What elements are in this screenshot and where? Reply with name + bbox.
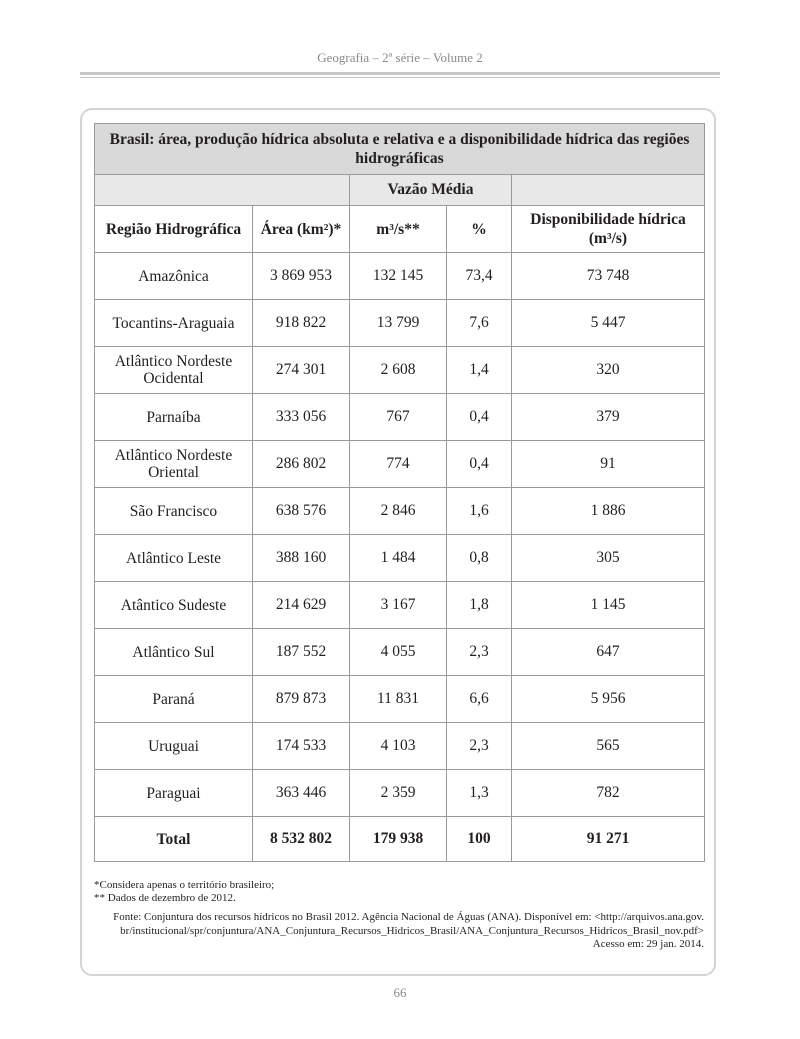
cell-percent: 7,6 [447,300,512,347]
footnote-area: *Considera apenas o território brasileiro; [94,879,275,891]
source-citation [94,911,704,952]
table-row [95,676,705,723]
cell-availability: 320 [512,347,705,394]
table-row [95,488,705,535]
cell-flow: 2 608 [350,347,447,394]
cell-percent: 1,6 [447,488,512,535]
cell-flow: 2 359 [350,770,447,817]
cell-percent: 6,6 [447,676,512,723]
table-row [95,441,705,488]
cell-flow: 11 831 [350,676,447,723]
table-row [95,253,705,300]
table-row [95,582,705,629]
cell-percent: 0,4 [447,441,512,488]
cell-percent: 73,4 [447,253,512,300]
cell-availability: 565 [512,723,705,770]
cell-percent: 0,8 [447,535,512,582]
cell-region: Atlântico Leste [95,535,253,582]
cell-region: São Francisco [95,488,253,535]
total-flow: 179 938 [350,817,447,862]
cell-percent: 1,3 [447,770,512,817]
cell-region: Amazônica [95,253,253,300]
water-resources-table [94,123,705,862]
cell-region: Atlântico Nordeste Ocidental [95,347,253,394]
cell-availability: 1 886 [512,488,705,535]
cell-percent: 2,3 [447,723,512,770]
cell-area: 388 160 [253,535,350,582]
table-row [95,535,705,582]
table-body [95,253,705,817]
table-title: Brasil: área, produção hídrica absoluta e relativa e a disponibilidade hídrica das regiões hidrográficas [95,124,705,175]
cell-area: 174 533 [253,723,350,770]
cell-flow: 767 [350,394,447,441]
cell-area: 274 301 [253,347,350,394]
cell-area: 333 056 [253,394,350,441]
cell-availability: 73 748 [512,253,705,300]
cell-region: Atlântico Nordeste Oriental [95,441,253,488]
cell-availability: 5 447 [512,300,705,347]
header-rule [80,72,720,78]
table-row [95,629,705,676]
cell-region: Atlântico Sul [95,629,253,676]
source-line-3: Acesso em: 29 jan. 2014. [592,938,704,950]
cell-flow: 132 145 [350,253,447,300]
cell-percent: 1,4 [447,347,512,394]
cell-flow: 4 103 [350,723,447,770]
cell-region: Paraguai [95,770,253,817]
cell-percent: 0,4 [447,394,512,441]
cell-flow: 1 484 [350,535,447,582]
footnotes [94,879,704,905]
total-label: Total [95,817,253,862]
cell-area: 187 552 [253,629,350,676]
cell-area: 363 446 [253,770,350,817]
running-head: Geografia – 2ª série – Volume 2 [317,50,483,65]
cell-percent: 2,3 [447,629,512,676]
blank-group-cell-left [95,175,350,206]
cell-flow: 774 [350,441,447,488]
column-header-percent: % [447,206,512,253]
table-row [95,723,705,770]
table-row [95,347,705,394]
cell-percent: 1,8 [447,582,512,629]
cell-availability: 305 [512,535,705,582]
column-header-flow: m³/s** [350,206,447,253]
total-percent: 100 [447,817,512,862]
cell-area: 879 873 [253,676,350,723]
cell-area: 638 576 [253,488,350,535]
cell-area: 214 629 [253,582,350,629]
cell-flow: 3 167 [350,582,447,629]
total-availability: 91 271 [512,817,705,862]
table-row [95,770,705,817]
footnote-flow: ** Dados de dezembro de 2012. [94,892,236,904]
source-line-1: Fonte: Conjuntura dos recursos hídricos no Brasil 2012. Agência Nacional de Águas (ANA). Disponível em: <http://arquivos.ana.gov. [113,911,704,923]
page-number: 66 [393,985,407,1000]
table-row [95,394,705,441]
table-row-total [95,817,705,862]
cell-area: 3 869 953 [253,253,350,300]
column-header-region: Região Hidrográfica [95,206,253,253]
cell-availability: 782 [512,770,705,817]
cell-flow: 13 799 [350,300,447,347]
cell-region: Tocantins-Araguaia [95,300,253,347]
column-header-availability: Disponibilidade hídrica (m³/s) [512,206,705,253]
cell-availability: 647 [512,629,705,676]
cell-area: 286 802 [253,441,350,488]
table-row [95,300,705,347]
cell-availability: 91 [512,441,705,488]
cell-region: Atântico Sudeste [95,582,253,629]
cell-flow: 2 846 [350,488,447,535]
cell-region: Paraná [95,676,253,723]
total-area: 8 532 802 [253,817,350,862]
cell-flow: 4 055 [350,629,447,676]
blank-group-cell-right [512,175,705,206]
column-header-area: Área (km²)* [253,206,350,253]
cell-area: 918 822 [253,300,350,347]
cell-availability: 5 956 [512,676,705,723]
cell-region: Uruguai [95,723,253,770]
cell-availability: 1 145 [512,582,705,629]
source-line-2: br/institucional/spr/conjuntura/ANA_Conjuntura_Recursos_Hidricos_Brasil/ANA_Conjuntura_Recursos_Hidricos_Brasil_nov.pdf> [120,924,704,937]
cell-region: Parnaíba [95,394,253,441]
group-header-vazao-media: Vazão Média [350,175,512,206]
cell-availability: 379 [512,394,705,441]
